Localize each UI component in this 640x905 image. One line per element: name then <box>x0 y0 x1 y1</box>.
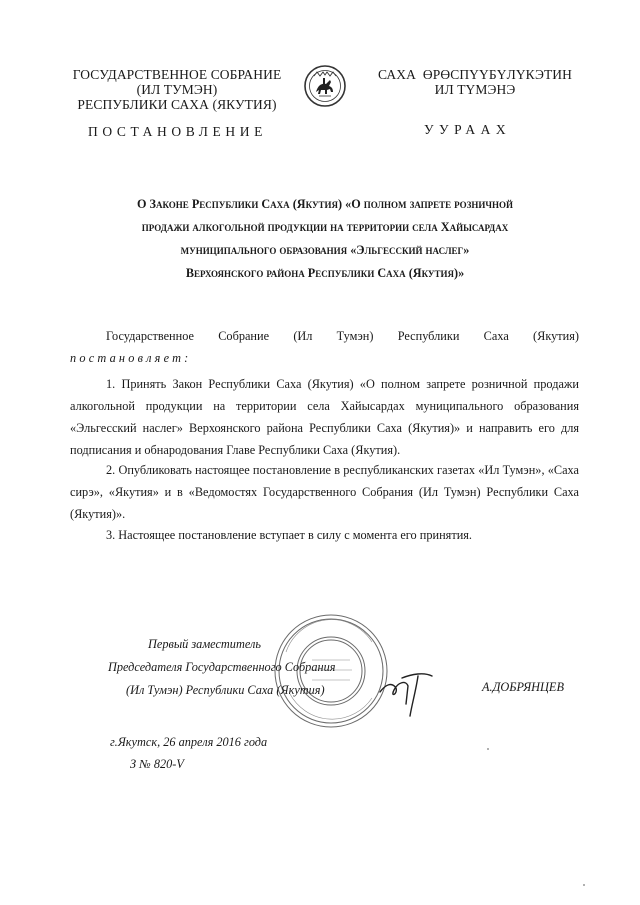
place-date-block <box>110 731 267 775</box>
signatory-title <box>108 633 335 702</box>
title-line: продажи алкогольной продукции на территории села Хайысардах <box>141 220 509 234</box>
scan-speck <box>583 884 585 886</box>
place-date: г.Якутск, 26 апреля 2016 года <box>110 735 268 749</box>
signatory-line: Председателя Государственного Собрания <box>108 660 336 674</box>
header-left-line: РЕСПУБЛИКИ САХА (ЯКУТИЯ) <box>77 97 277 112</box>
paragraph-1: 1. Принять Закон Республики Саха (Якутия) «О полном запрете розничной продажи алкогольной продукции на территории села Хайысардах муниципального образования «Эльгесский наслег» Верхоянского района Республики Саха (Якутия)» и направить его для подписания и обнародования Главе Республики Саха (Якутия). <box>70 377 579 457</box>
preamble <box>70 327 579 367</box>
preamble-line: Государственное Собрание (Ил Тумэн) Республики Саха (Якутия) <box>106 329 579 343</box>
title-line: Верхоянского района Республики Саха (Якутия)» <box>185 266 465 280</box>
doc-type-ru: ПОСТАНОВЛЕНИЕ <box>88 124 267 139</box>
handwritten-signature <box>372 660 442 720</box>
title-line: О Законе Республики Саха (Якутия) «О полном запрете розничной <box>137 197 513 211</box>
signatory-line: Первый заместитель <box>148 637 261 651</box>
doc-type-sakha: УУРААХ <box>424 122 512 137</box>
coat-of-arms-icon <box>303 64 347 108</box>
scan-speck <box>487 748 489 750</box>
header-left <box>62 67 292 112</box>
signatory-line: (Ил Тумэн) Республики Саха (Якутия) <box>126 683 325 697</box>
header-right-line: ИЛ ТҮМЭНЭ <box>434 82 516 97</box>
signatory-name: А.ДОБРЯНЦЕВ <box>482 680 564 694</box>
document-title <box>90 193 560 285</box>
preamble-verb: постановляет: <box>70 351 192 365</box>
document-number: З № 820-V <box>130 757 184 771</box>
header-left-line: (ИЛ ТУМЭН) <box>136 82 218 97</box>
header-left-line: ГОСУДАРСТВЕННОЕ СОБРАНИЕ <box>72 67 282 82</box>
title-line: муниципального образования «Эльгесский наслег» <box>180 243 470 257</box>
paragraph-3: 3. Настоящее постановление вступает в силу с момента его принятия. <box>106 528 473 542</box>
header-right <box>355 67 595 97</box>
paragraph-2: 2. Опубликовать настоящее постановление в республиканских газетах «Ил Тумэн», «Саха сирэ», «Якутия» и в «Ведомостях Государственного Собрания (Ил Тумэн) Республики Саха (Якутия)». <box>70 463 579 521</box>
header-right-line: САХА ӨРӨСПҮҮБҮЛҮКЭТИН <box>377 67 573 82</box>
